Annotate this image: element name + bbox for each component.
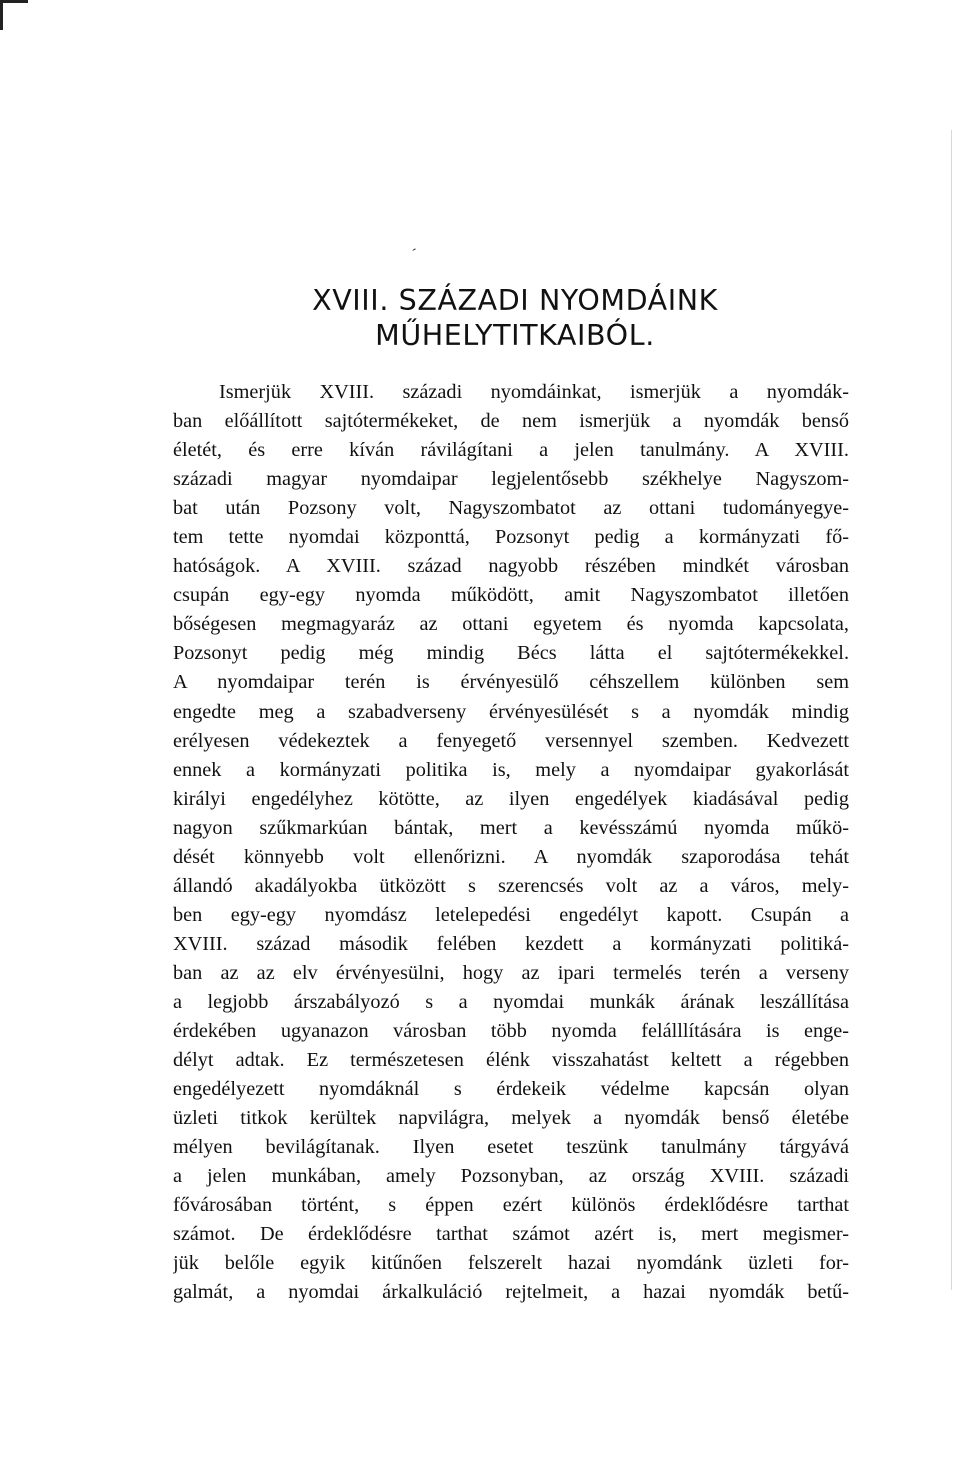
text-line: állandó akadályokba ütközött s szerencsés volt az a város, mely-: [173, 874, 849, 897]
text-line: számot. De érdeklődésre tarthat számot azért is, mert megismer-: [173, 1223, 849, 1246]
text-line: a legjobb árszabályozó s a nyomdai munkák árának leszállítása: [173, 990, 849, 1013]
text-line: a jelen munkában, amely Pozsonyban, az ország XVIII. századi: [173, 1165, 849, 1188]
chapter-title-line: XVIII. SZÁZADI NYOMDÁINK: [312, 284, 718, 317]
text-line: Ismerjük XVIII. századi nyomdáinkat, ismerjük a nyomdák-: [219, 381, 849, 403]
text-line: ennek a kormányzati politika is, mely a nyomdaipar gyakorlását: [173, 758, 849, 781]
text-line: királyi engedélyhez kötötte, az ilyen engedélyek kiadásával pedig: [173, 787, 849, 810]
text-line: Pozsonyt pedig még mindig Bécs látta el sajtótermékekkel.: [173, 642, 849, 665]
text-line: dését könnyebb volt ellenőrizni. A nyomdák szaporodása tehát: [173, 845, 849, 868]
body-paragraph: [173, 378, 849, 1308]
text-line: engedte meg a szabadverseny érvényesülését s a nyomdák mindig: [173, 700, 849, 723]
text-line: érdekében ugyanazon városban több nyomda felálllítására is enge-: [173, 1020, 849, 1043]
stray-ink-mark: ´: [405, 246, 418, 264]
text-line: jük belőle egyik kitűnően felszerelt hazai nyomdánk üzleti for-: [173, 1252, 849, 1275]
text-line: ban az az elv érvényesülni, hogy az ipari termelés terén a verseny: [173, 961, 849, 984]
text-line: századi magyar nyomdaipar legjelentősebb székhelye Nagyszom-: [173, 468, 849, 491]
text-line: A nyomdaipar terén is érvényesülő céhszellem különben sem: [173, 671, 849, 694]
text-line: XVIII. század második felében kezdett a kormányzati politiká-: [173, 932, 849, 955]
chapter-title-line: MŰHELYTITKAIBÓL.: [375, 319, 655, 352]
text-line: ban előállított sajtótermékeket, de nem ismerjük a nyomdák benső: [173, 410, 849, 433]
text-line: ben egy-egy nyomdász letelepedési engedélyt kapott. Csupán a: [173, 903, 849, 926]
page-fold-line: [951, 130, 952, 1290]
text-line: erélyesen védekeztek a fenyegető versennyel szemben. Kedvezett: [173, 729, 849, 752]
text-line: galmát, a nyomdai árkalkuláció rejtelmeit, a hazai nyomdák betű-: [173, 1281, 849, 1304]
chapter-title: [170, 283, 860, 353]
text-line: bat után Pozsony volt, Nagyszombatot az ottani tudományegye-: [173, 497, 849, 520]
text-line: életét, és erre kíván rávilágítani a jelen tanulmány. A XVIII.: [173, 439, 849, 462]
text-line: mélyen bevilágítanak. Ilyen esetet teszünk tanulmány tárgyává: [173, 1136, 849, 1159]
text-line: fővárosában történt, s éppen ezért különös érdeklődésre tarthat: [173, 1194, 849, 1217]
scan-edge-mark: [0, 0, 3, 30]
text-line: nagyon szűkmarkúan bántak, mert a kevésszámú nyomda műkö-: [173, 816, 849, 839]
text-line: tem tette nyomdai központtá, Pozsonyt pedig a kormányzati fő-: [173, 526, 849, 549]
text-line: délyt adtak. Ez természetesen élénk visszahatást keltett a régebben: [173, 1049, 849, 1072]
text-line: üzleti titkok kerültek napvilágra, melyek a nyomdák benső életébe: [173, 1107, 849, 1130]
text-line: engedélyezett nyomdáknál s érdekeik védelme kapcsán olyan: [173, 1078, 849, 1101]
text-line: hatóságok. A XVIII. század nagyobb részében mindkét városban: [173, 555, 849, 578]
scan-edge-mark: [0, 0, 28, 3]
text-line: csupán egy-egy nyomda működött, amit Nagyszombatot illetően: [173, 584, 849, 607]
text-line: bőségesen megmagyaráz az ottani egyetem és nyomda kapcsolata,: [173, 613, 849, 636]
